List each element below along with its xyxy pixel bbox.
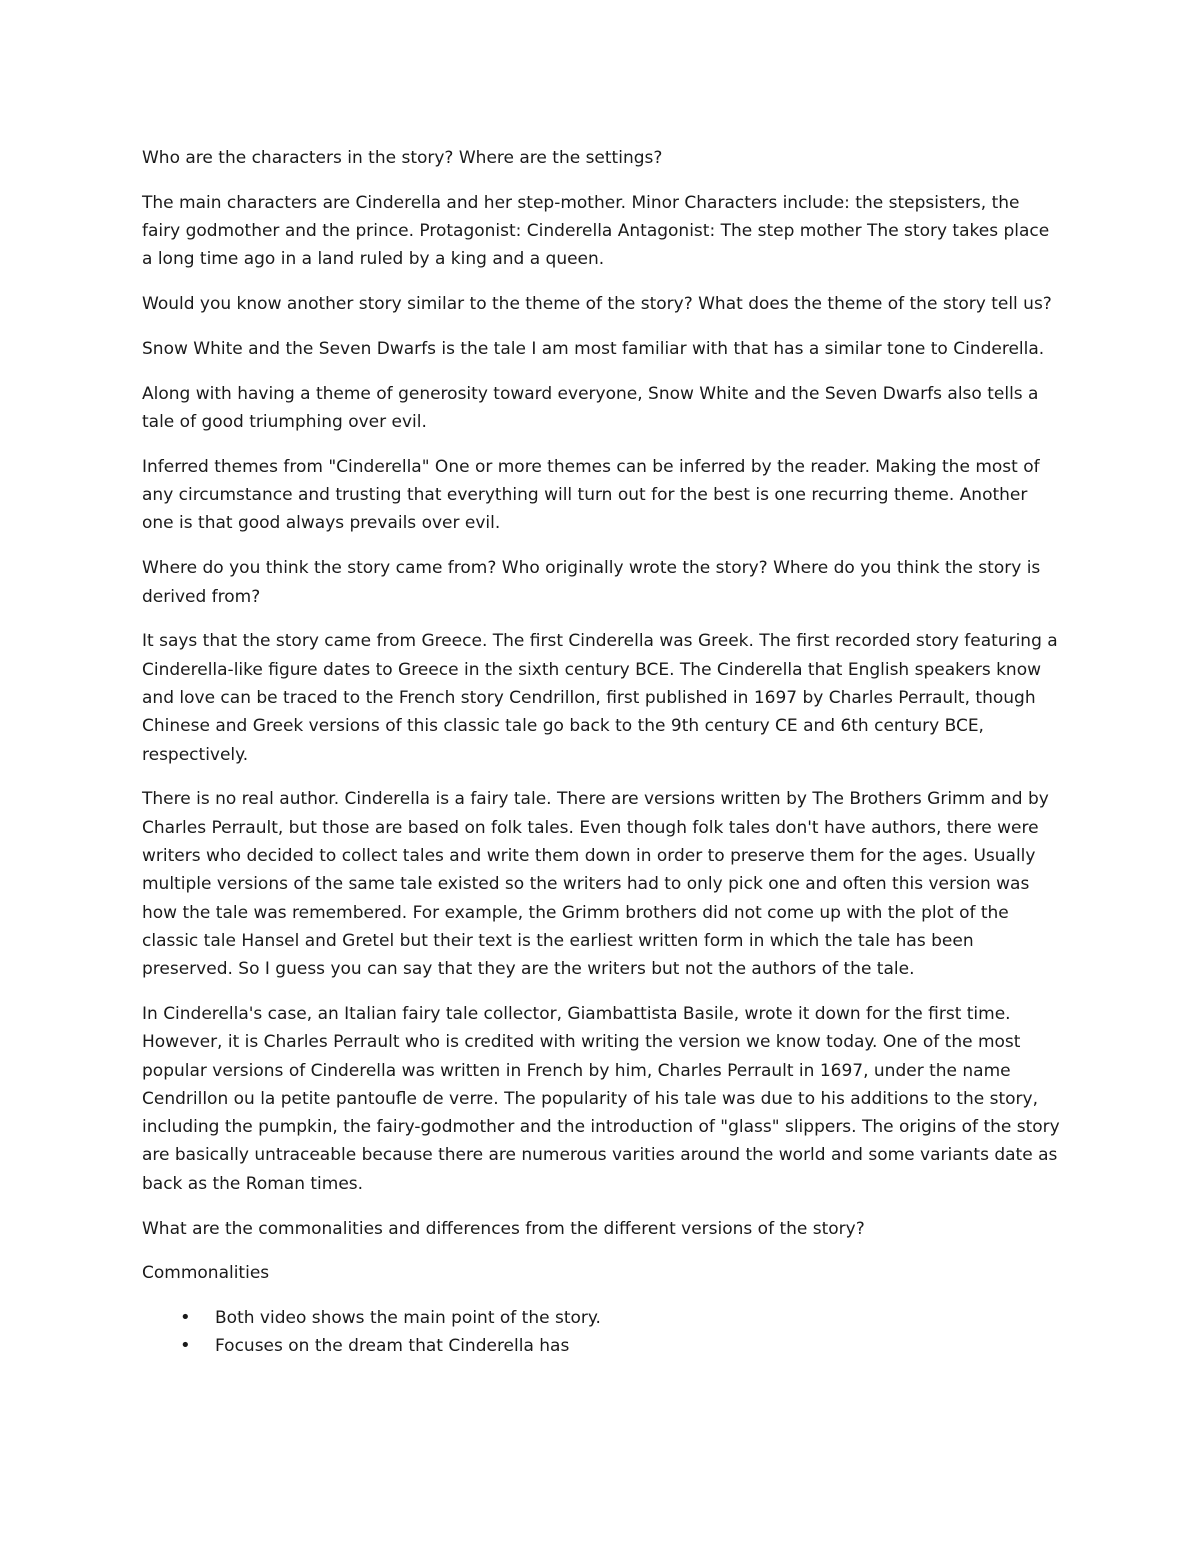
question-similar-story: Would you know another story similar to the theme of the story? What does the theme of the story tell us? (142, 294, 1052, 315)
question-characters-settings: Who are the characters in the story? Where are the settings? (142, 148, 663, 168)
bullet-icon: • (180, 1307, 191, 1329)
no-real-author-paragraph: There is no real author. Cinderella is a fairy tale. There are versions written by The Brothers Grimm and by Charles Perrault, but those are based on folk tales. Even though folk tales don't have authors, there were writers who decided to collect tales and write them down in order to preserve them for the ages. Usually multiple versions of the same tale existed so the writers had to only pick one and often this version was how the tale was remembered. For example, the Grimm brothers did not come up with the plot of the classic tale Hansel and Gretel but their text is the earliest written form in which the tale has been preserved. So I guess you can say that they are the writers but not the authors of the tale. (142, 789, 1049, 980)
list-item-text: Focuses on the dream that Cinderella has (215, 1336, 570, 1357)
list-item (142, 1332, 1062, 1360)
theme-generosity-paragraph: Along with having a theme of generosity toward everyone, Snow White and the Seven Dwarfs also tells a tale of good triumphing over evil. (142, 383, 1039, 433)
document-page (142, 144, 1062, 1361)
question-commonalities-differences: What are the commonalities and differences from the different versions of the story? (142, 1218, 865, 1239)
basile-perrault-paragraph: In Cinderella's case, an Italian fairy tale collector, Giambattista Basile, wrote it down for the first time. However, it is Charles Perrault who is credited with writing the version we know today. One of the most popular versions of Cinderella was written in French by him, Charles Perrault in 1697, under the name Cendrillon ou la petite pantoufle de verre. The popularity of his tale was due to his additions to the story, including the pumpkin, the fairy-godmother and the introduction of "glass" slippers. The origins of the story are basically untraceable because there are numerous varities around the world and some variants date as back as the Roman times. (142, 1003, 1060, 1194)
inferred-themes-paragraph: Inferred themes from "Cinderella" One or more themes can be inferred by the reader. Making the most of any circumstance and trusting that everything will turn out for the best is one recurring theme. Another one is that good always prevails over evil. (142, 456, 1040, 534)
question-story-origin: Where do you think the story came from? Who originally wrote the story? Where do you think the story is derived from? (142, 558, 1041, 607)
answer-similar-story: Snow White and the Seven Dwarfs is the tale I am most familiar with that has a similar tone to Cinderella. (142, 338, 1045, 359)
bullet-icon: • (180, 1335, 191, 1357)
list-item (142, 1304, 1062, 1332)
list-item-text: Both video shows the main point of the story. (215, 1308, 601, 1329)
answer-characters-settings: The main characters are Cinderella and her step-mother. Minor Characters include: the stepsisters, the fairy godmother and the prince. Protagonist: Cinderella Antagonist: The step mother The story takes place a long time ago in a land ruled by a king and a queen. (142, 192, 1050, 270)
commonalities-list (142, 1304, 1062, 1361)
answer-story-origin: It says that the story came from Greece. The first Cinderella was Greek. The first recorded story featuring a Cinderella-like figure dates to Greece in the sixth century BCE. The Cinderella that English speakers know and love can be traced to the French story Cendrillon, first published in 1697 by Charles Perrault, though Chinese and Greek versions of this classic tale go back to the 9th century CE and 6th century BCE, respectively. (142, 631, 1058, 765)
commonalities-heading: Commonalities (142, 1263, 270, 1284)
